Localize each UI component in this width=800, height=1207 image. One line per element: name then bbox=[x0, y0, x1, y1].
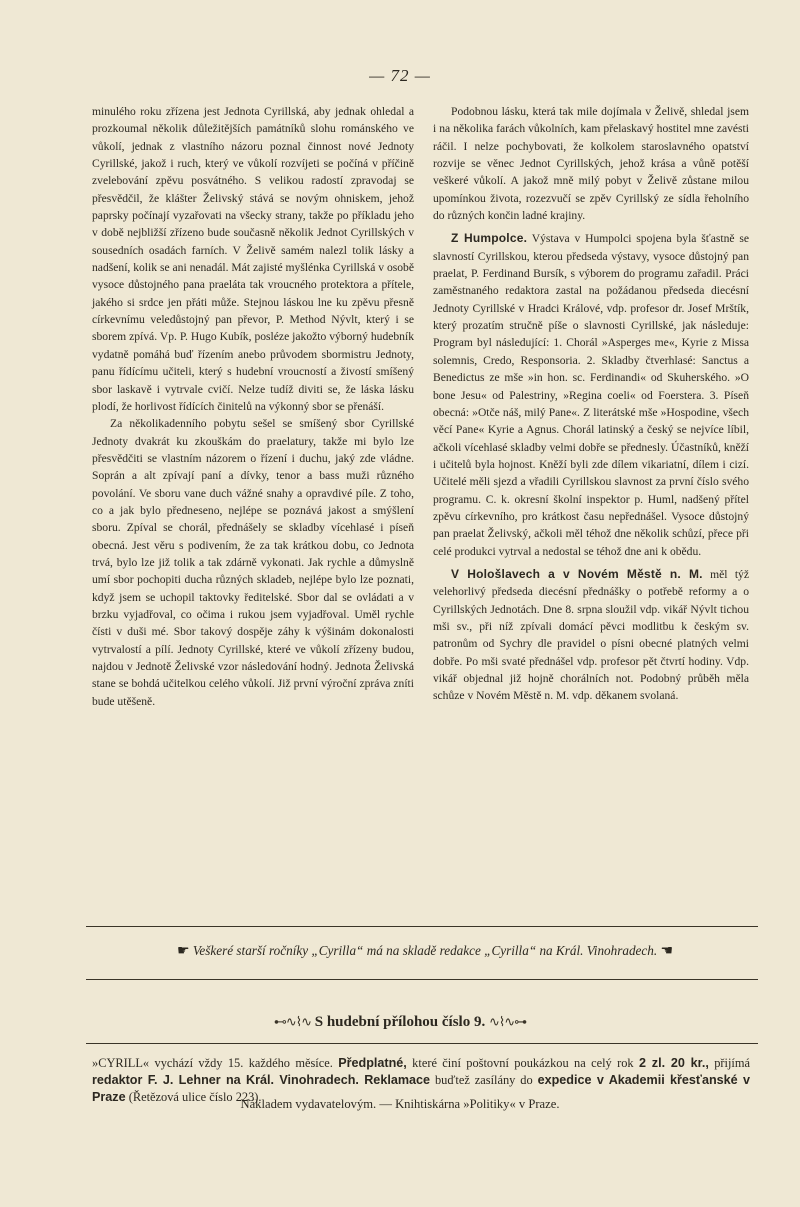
info-part: které činí poštovní poukázkou na celý rok bbox=[406, 1056, 639, 1070]
pointing-hand-left-icon: ☚ bbox=[660, 944, 674, 959]
humpolec-text: Výstava v Humpolci spojena byla šťastně se slavností Cyrillskou, kterou předseda výstavy, vysoce důstojný pan praelat, P. Ferdinand Bursík, s výborem do programu zařadil. Práci zaměstnaného redaktora zastal na požádanou předseda diecésní Jednoty Cyrillské v Hradci Králové, vdp. profesor dr. Josef Mrštík, který prozatím stručně píše o slavnosti Cyrillské, jak následuje: Program byl následující: 1. Chorál »Asperges me«, Kyrie z Missa solemnis, Credo, Responsoria. 2. Skladby čtverhlasé: Sanctus a Benedictus ze mše »in hon. sc. Ferdinandi« od Skuherského. »O bone Jesu« od Palestriny, »Regina coeli« od Foerstera. 3. Píseň obecná: »Otče náš, milý Pane«. Z literátské mše »Hospodine, všech věcí Pane« Kyrie a Agnus. Chorál latinský a český se nejvíce líbil, ačkoli vícehlasé skladby velmi dobře se přednesly. Účastníků, kněží i učitelů byla hojnost. Kněží byli zde dílem vikariatní, dílem i cizí. Učitelé měli sjezd a vřadili Cyrillskou slavnost za první číslo svého programu. C. k. okresní školní inspektor p. Huml, nadšený přítel zpěvu církevního, pro krátkost času nepřednášel. Vysoce důstojný pan praelat Želivský, ačkoli měl téhož dne několik schůzí, přece při celé produkci vytrval a nedostal se téhož dne ani k obědu. bbox=[433, 232, 749, 558]
page-number: — 72 — bbox=[369, 66, 431, 85]
flourish-left-icon: ⊷∿⌇∿ bbox=[273, 1014, 311, 1029]
left-paragraph-1: minulého roku zřízena jest Jednota Cyrillská, aby jednak ohledal a prozkoumal několik důležitějších památníků slohu románského ve vůkolí, jednak z vlastního názoru poznal činnost nové Jednoty Cyrillské, jakož i ruch, který ve vůkolí rozvíjeti se počíná v příčině zvelebování zpěvu posvátného. S velikou radostí zpravodaj se přesvědčil, že klášter Želivský stává se novým ohniskem, jehož paprsky počínají vyzařovati na všecky strany, takže po příkladu jeho v době nejbližší zřízeno bude současně několik Jednot Cyrillských v sousedních osadách farních. V Želivě samém nalezl tolik lásky a nadšení, kolik se ani nenadál. Mát zajisté myšlénka Cyrillská v osobě vysoce důstojného pana praeláta tak vroucného protektora a přítele, jakého si srdce jen přáti může. Stejnou láskou lne ku zpěvu přesně církevnímu veledůstojný pan převor, P. Method Nývlt, který i se sborem zpívá. Vp. P. Hugo Kubík, posléze jakožto výborný hudebník vydatně pomáhá buď řízením anebo průvodem sbormistru Jednoty, panu řídícímu učiteli, který s hudební vroucností a živostí smíšený sbor laskavě i vytrvale cvičí. Nelze tudíž diviti se, že láska lásku plodí, že horlivost řídících činitelů na výkonný sbor se přenáší. bbox=[92, 105, 414, 413]
info-bold: 2 zl. 20 kr., bbox=[639, 1056, 709, 1070]
info-bold: redaktor F. J. Lehner na Král. Vinohradech. Reklamace bbox=[92, 1072, 431, 1087]
info-bold: expedice v Akademii křesťanské v Praze bbox=[92, 1072, 751, 1104]
left-paragraph-2: Za několikadenního pobytu sešel se smíšený sbor Cyrillské Jednoty dvakrát ku zkouškám do praelatury, takže mi bylo lze přesvědčiti se vlastním názorem o řízení i duchu, jaký zde vládne. Soprán a alt zpívají paní a dívky, tenor a bass muži různého povolání. Ve sboru vane duch vážné snahy a opravdivé píle. Z toho, co a jak bylo předneseno, nejlépe se poznává jakost a smýšlení sboru. Zpíval se chorál, přednášely se skladby vícehlasé i píseň obecná. Jest věru s podivením, že za tak krátkou dobu, co Jednota trvá, bylo lze již tolik a tak zdárně vykonati. Jak rychle a důmyslně umí sbor pochopiti ducha různých skladeb, nejlépe bylo lze poznati, když jsem se uchopil taktovky ředitelské. Sbor dal se ovládati a v brzku vyjadřoval, co očima i rukou jsem vyjadřoval. Uměl rychle čísti v duši mé. Sbor takový dospěje záhy k výšinám dokonalosti vytrvalostí a pílí. Jednoty Cyrillské, které ve vůkolí zřízeny budou, najdou v Jednotě Želivské vzor následování hodný. Jednota Želivská stane se bohdá učitelkou celého vůkolí. Již první výroční zpráva zníti bude utěšeně. bbox=[92, 417, 414, 708]
info-part: přijímá bbox=[708, 1056, 750, 1070]
right-paragraph-1: Podobnou lásku, která tak mile dojímala v Želivě, shledal jsem i na několika farách vůkolních, kam přelaskavý hostitel mne zavésti ráčil. I nelze pochybovati, že kolkolem staroslavného opatství rozvije se věnec Jednot Cyrillských, jehož krása a vůně potěší veškeré vůkolí. A jakož mně milý pobyt v Želivě zůstane milou upomínkou života, rozezvučí se zpěv Cyrillský ze sídla řeholního do různých končin ladné krajiny. bbox=[433, 105, 749, 223]
right-column bbox=[433, 103, 749, 705]
holoslavy-text: měl týž velehorlivý předseda diecésní přednášky o potřebě reformy a o Cyrillských Jednotách. Dne 8. srpna sloužil vdp. vikář Nývlt tichou mši sv., při níž zpívali domácí pěvci modlitbu k českým sv. patronům od Sychry dle pravidel o písni obecné platných velmi dobře. Po mši svaté přednášel vdp. profesor pět čtvrtí hodiny. Vdp. vikář objednal již hojně chorálních not. Podobný průběh měla schůze v Novém Městě n. M. vdp. děkanem svolaná. bbox=[433, 567, 749, 703]
humpolec-report bbox=[433, 230, 749, 560]
flourish-right-icon: ∿⌇∿⊶ bbox=[488, 1014, 527, 1029]
divider-rule bbox=[86, 1043, 758, 1044]
info-part: buďtež zasílány do bbox=[430, 1072, 538, 1087]
pointing-hand-right-icon: ☛ bbox=[176, 944, 190, 959]
humpolec-heading: Z Humpolce. bbox=[451, 231, 528, 246]
imprint-line: Nákladem vydavatelovým. — Knihtiskárna »Politiky« v Praze. bbox=[240, 1097, 560, 1111]
left-column bbox=[92, 103, 414, 710]
music-supplement-line bbox=[0, 1014, 800, 1031]
info-bold: Předplatné, bbox=[338, 1056, 407, 1070]
info-part: »CYRILL« vychází vždy 15. každého měsíce. bbox=[92, 1056, 339, 1070]
holoslavy-report bbox=[433, 566, 749, 705]
divider-rule bbox=[86, 926, 758, 927]
holoslavy-heading: V Hološlavech a v Novém Městě n. M. bbox=[451, 566, 703, 581]
supplement-text: S hudební přílohou číslo 9. bbox=[314, 1014, 486, 1030]
notice-text: Veškeré starší ročníky „Cyrilla“ má na skladě redakce „Cyrilla“ na Král. Vinohradech. bbox=[192, 943, 658, 958]
info-part: (Řetězová ulice číslo 223). bbox=[125, 1089, 262, 1104]
divider-rule bbox=[86, 979, 758, 980]
back-issues-notice bbox=[92, 943, 758, 960]
